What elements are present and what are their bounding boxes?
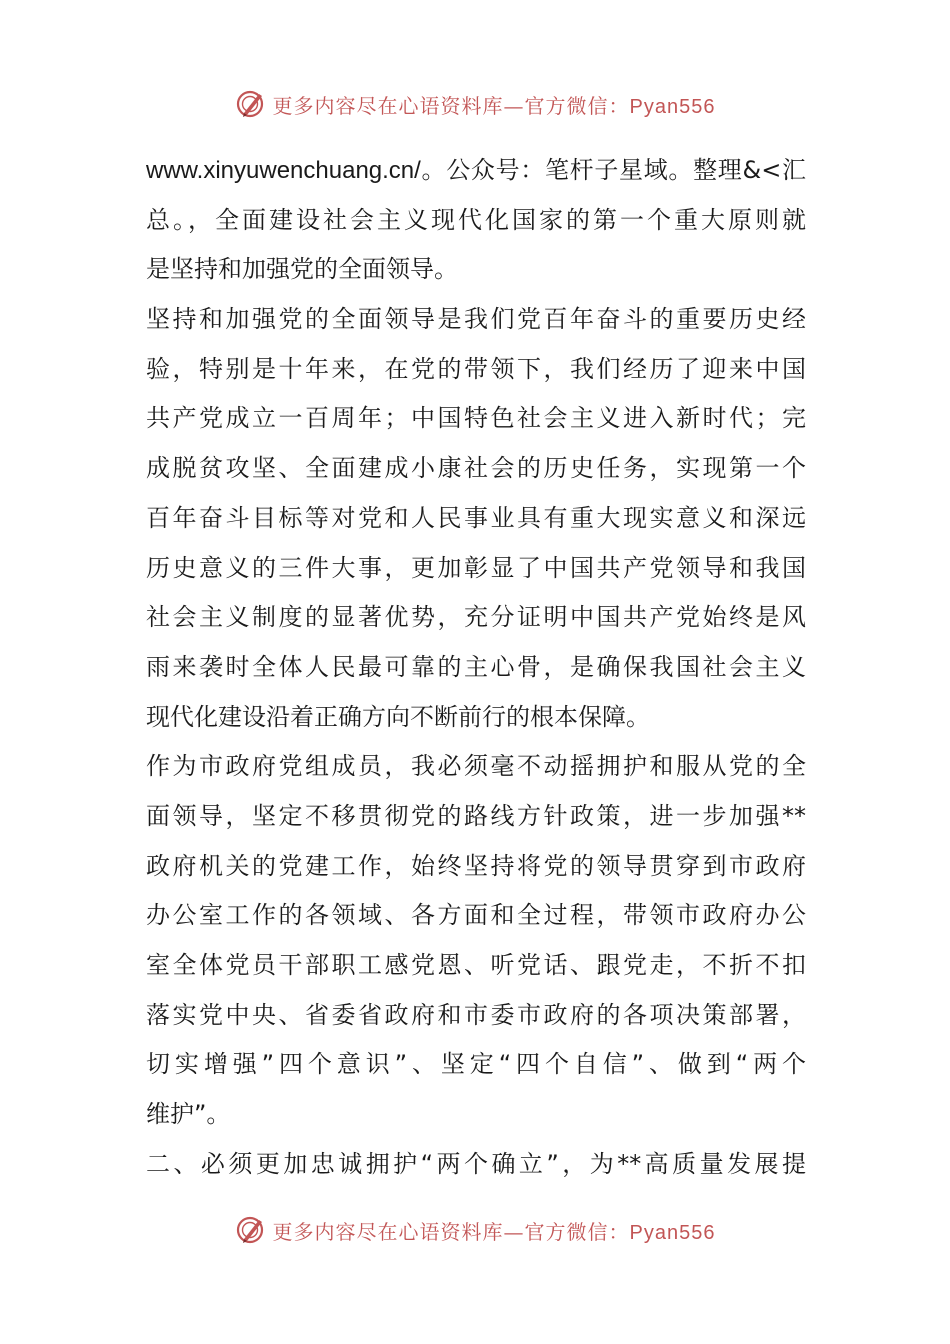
text-line: 落实党中央、省委省政府和市委市政府的各项决策部署，: [146, 1000, 806, 1029]
text-line: 面领导，坚定不移贯彻党的路线方针政策，进一步加强**: [146, 801, 806, 830]
wechat-id: Pyan556: [629, 95, 716, 118]
document-body: [146, 146, 806, 1189]
banner-text: [273, 90, 716, 119]
text-line: 是坚持和加强党的全面领导。: [146, 255, 458, 284]
text-line: www.xinyuwenchuang.cn/。公众号：笔杆子星域。整理&<汇: [146, 156, 806, 184]
text-line: 社会主义制度的显著优势，充分证明中国共产党始终是风: [146, 603, 806, 632]
text-line: 二、必须更加忠诚拥护“两个确立”，为**高质量发展提: [146, 1149, 806, 1178]
text-line: 室全体党员干部职工感党恩、听党话、跟党走，不折不扣: [146, 951, 806, 979]
banner-slogan: 更多内容尽在心语资料库—官方微信：: [272, 1219, 630, 1244]
text-line: 办公室工作的各领域、各方面和全过程，带领市政府办公: [146, 901, 806, 930]
text-line: 切实增强”四个意识”、坚定“四个自信”、做到“两个: [146, 1050, 806, 1079]
text-line: 历史意义的三件大事，更加彰显了中国共产党领导和我国: [146, 553, 806, 582]
text-line: 百年奋斗目标等对党和人民事业具有重大现实意义和深远: [146, 503, 806, 532]
text-line: 共产党成立一百周年；中国特色社会主义进入新时代；完: [146, 404, 806, 433]
banner-text: [273, 1216, 716, 1245]
text-line: 成脱贫攻坚、全面建成小康社会的历史任务，实现第一个: [146, 454, 806, 483]
text-line: 验，特别是十年来，在党的带领下，我们经历了迎来中国: [146, 354, 806, 383]
text-line: 政府机关的党建工作，始终坚持将党的领导贯穿到市政府: [146, 851, 806, 880]
text-line: 雨来袭时全体人民最可靠的主心骨，是确保我国社会主义: [146, 652, 806, 681]
banner-slogan: 更多内容尽在心语资料库—官方微信：: [272, 93, 630, 118]
pen-logo-icon: [235, 87, 269, 121]
text-line: 坚持和加强党的全面领导是我们党百年奋斗的重要历史经: [146, 305, 806, 334]
text-line: 总。，全面建设社会主义现代化国家的第一个重大原则就: [146, 205, 806, 234]
website-url: www.xinyuwenchuang.cn/: [146, 157, 421, 184]
text-line: 作为市政府党组成员，我必须毫不动摇拥护和服从党的全: [146, 752, 806, 781]
pen-logo-icon: [235, 1213, 269, 1247]
wechat-id: Pyan556: [629, 1221, 716, 1244]
text-line: 维护”。: [146, 1100, 231, 1129]
header-banner: [0, 84, 950, 124]
footer-banner: [0, 1210, 950, 1250]
text-line: 现代化建设沿着正确方向不断前行的根本保障。: [146, 702, 650, 731]
